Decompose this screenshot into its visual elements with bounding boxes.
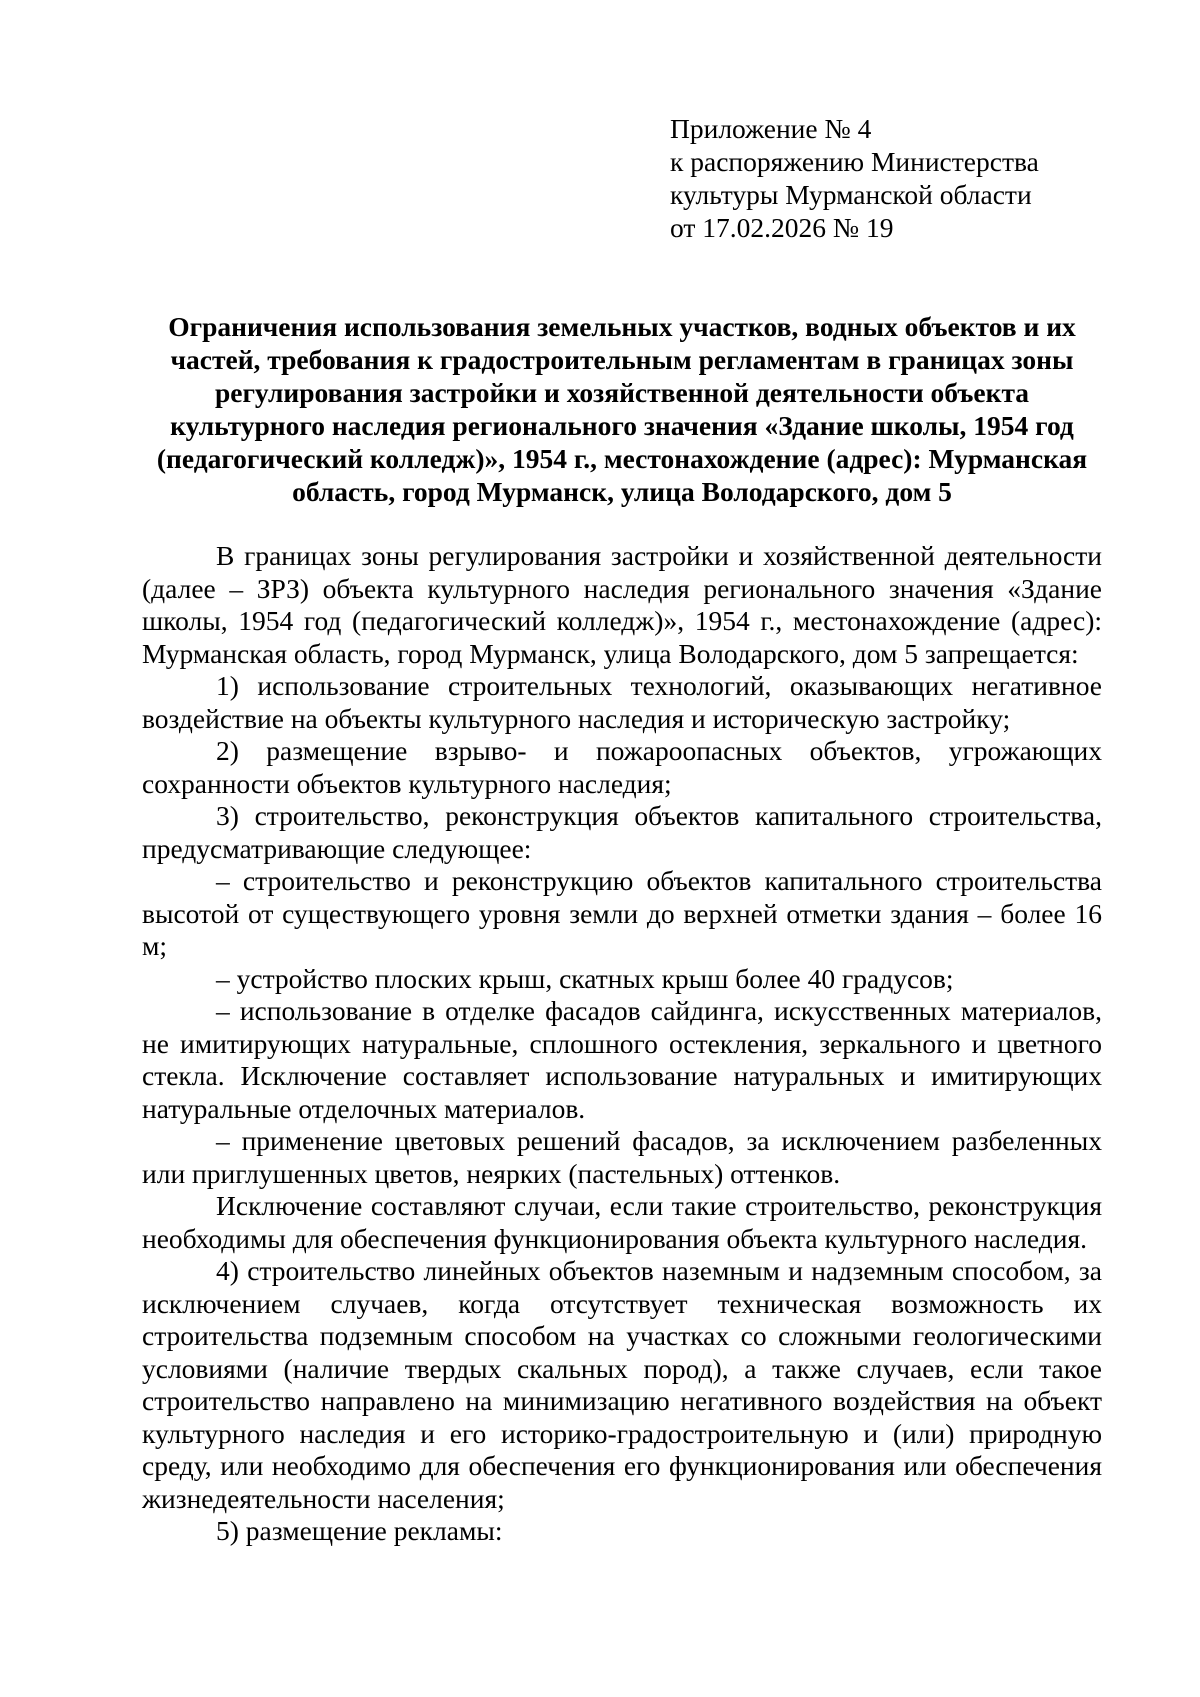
intro-paragraph: В границах зоны регулирования застройки и хозяйственной деятельности (далее – ЗРЗ) объекта культурного наследия регионального значения «Здание школы, 1954 год (педагогический колледж)», 1954 г., местонахождение (адрес): Мурманская область, город Мурманск, улица Володарского, дом 5 запрещается: bbox=[142, 540, 1102, 669]
list-item-3: 3) строительство, реконструкция объектов капитального строительства, предусматривающие следующее: bbox=[142, 800, 1102, 864]
title-line: Ограничения использования земельных участков, водных объектов и их bbox=[168, 311, 1076, 342]
list-item-2: 2) размещение взрыво- и пожароопасных объектов, угрожающих сохранности объектов культурного наследия; bbox=[142, 735, 1102, 799]
title-line: область, город Мурманск, улица Володарского, дом 5 bbox=[292, 476, 952, 507]
title-line: (педагогический колледж)», 1954 г., местонахождение (адрес): Мурманская bbox=[156, 443, 1088, 474]
dash-item-4: – применение цветовых решений фасадов, за исключением разбеленных или приглушенных цветов, неярких (пастельных) оттенков. bbox=[142, 1125, 1102, 1189]
list-item-1: 1) использование строительных технологий, оказывающих негативное воздействие на объекты культурного наследия и историческую застройку; bbox=[142, 670, 1102, 734]
appendix-line: Приложение № 4 bbox=[670, 113, 872, 144]
dash-item-3: – использование в отделке фасадов сайдинга, искусственных материалов, не имитирующих натуральные, сплошного остекления, зеркального и цветного стекла. Исключение составляет использование натуральных и имитирующих натуральные отделочных материалов. bbox=[142, 995, 1102, 1124]
title-line: регулирования застройки и хозяйственной деятельности объекта bbox=[214, 377, 1030, 408]
appendix-header bbox=[670, 112, 1110, 244]
appendix-line: культуры Мурманской области bbox=[670, 179, 1032, 210]
title-line: культурного наследия регионального значения «Здание школы, 1954 год bbox=[170, 410, 1074, 441]
title-line: частей, требования к градостроительным регламентам в границах зоны bbox=[170, 344, 1074, 375]
appendix-line: к распоряжению Министерства bbox=[670, 146, 1039, 177]
dash-item-2: – устройство плоских крыш, скатных крыш более 40 градусов; bbox=[216, 962, 954, 994]
document-body bbox=[142, 540, 1102, 1548]
dash-item-1: – строительство и реконструкцию объектов капитального строительства высотой от существующего уровня земли до верхней отметки здания – более 16 м; bbox=[142, 865, 1102, 961]
list-item-5: 5) размещение рекламы: bbox=[216, 1515, 503, 1546]
list-item-4: 4) строительство линейных объектов наземным и надземным способом, за исключением случаев, когда отсутствует техническая возможность их строительства подземным способом на участках со сложными геологическими условиями (наличие твердых скальных пород), а также случаев, если такое строительство направлено на минимизацию негативного воздействия на объект культурного наследия и его историко-градостроительную и (или) природную среду, или необходимо для обеспечения его функционирования или обеспечения жизнедеятельности населения; bbox=[142, 1255, 1102, 1514]
exception-paragraph: Исключение составляют случаи, если такие строительство, реконструкция необходимы для обеспечения функционирования объекта культурного наследия. bbox=[142, 1190, 1102, 1254]
document-title bbox=[142, 310, 1102, 508]
appendix-line: от 17.02.2026 № 19 bbox=[670, 212, 894, 243]
